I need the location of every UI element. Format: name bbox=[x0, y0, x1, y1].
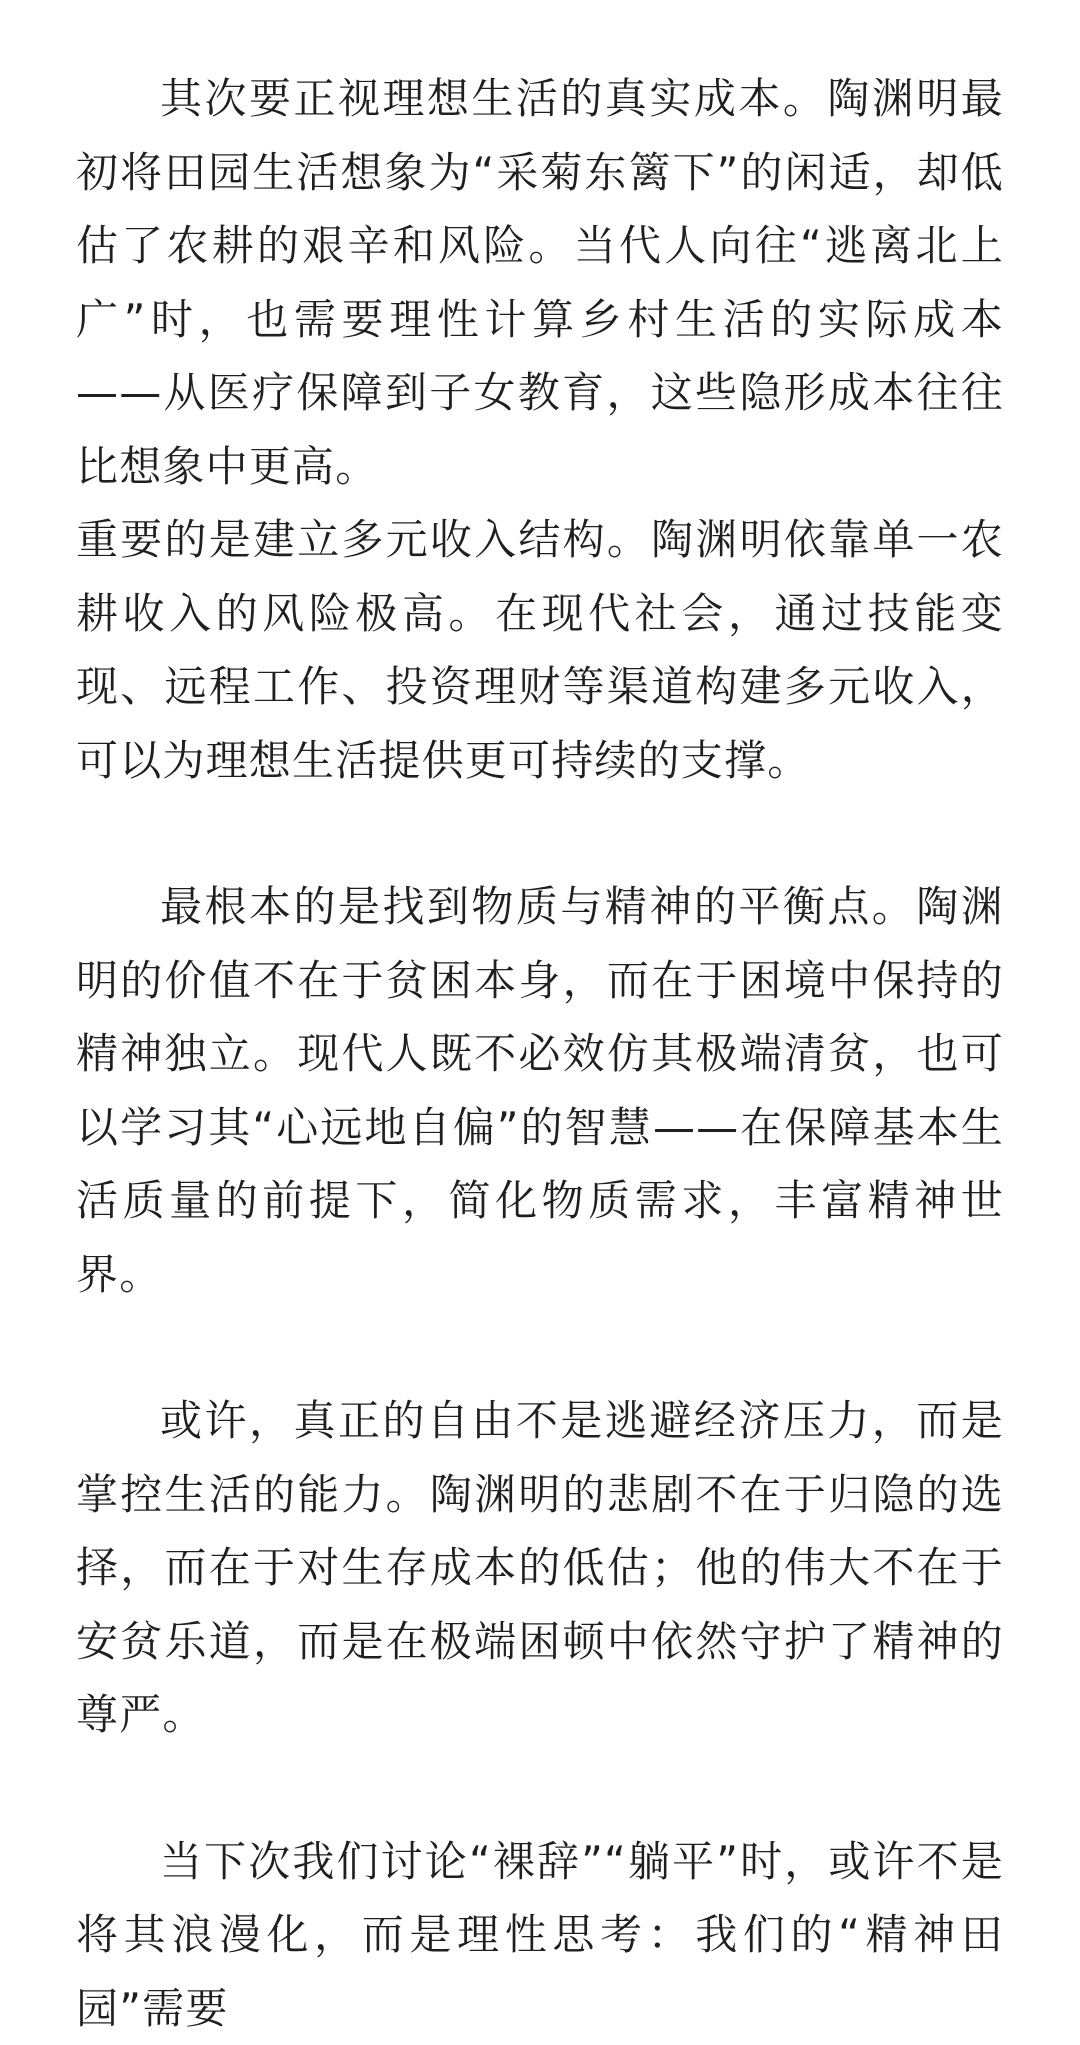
article-body bbox=[76, 62, 1004, 2045]
paragraph-diverse-income: 重要的是建立多元收入结构。陶渊明依靠单一农耕收入的风险极高。在现代社会，通过技能变现、远程工作、投资理财等渠道构建多元收入，可以为理想生活提供更可持续的支撑。 bbox=[76, 503, 1004, 797]
paragraph-real-cost: 其次要正视理想生活的真实成本。陶渊明最初将田园生活想象为“采菊东篱下”的闲适，却低估了农耕的艰辛和风险。当代人向往“逃离北上广”时，也需要理性计算乡村生活的实际成本——从医疗保障到子女教育，这些隐形成本往往比想象中更高。 bbox=[76, 62, 1004, 503]
paragraph-spiritual-garden: 当下次我们讨论“裸辞”“躺平”时，或许不是将其浪漫化，而是理性思考：我们的“精神田园”需要 bbox=[76, 1825, 1004, 2045]
paragraph-true-freedom: 或许，真正的自由不是逃避经济压力，而是掌控生活的能力。陶渊明的悲剧不在于归隐的选择，而在于对生存成本的低估；他的伟大不在于安贫乐道，而是在极端困顿中依然守护了精神的尊严。 bbox=[76, 1384, 1004, 1752]
paragraph-balance-point: 最根本的是找到物质与精神的平衡点。陶渊明的价值不在于贫困本身，而在于困境中保持的精神独立。现代人既不必效仿其极端清贫，也可以学习其“心远地自偏”的智慧——在保障基本生活质量的前提下，简化物质需求，丰富精神世界。 bbox=[76, 870, 1004, 1311]
